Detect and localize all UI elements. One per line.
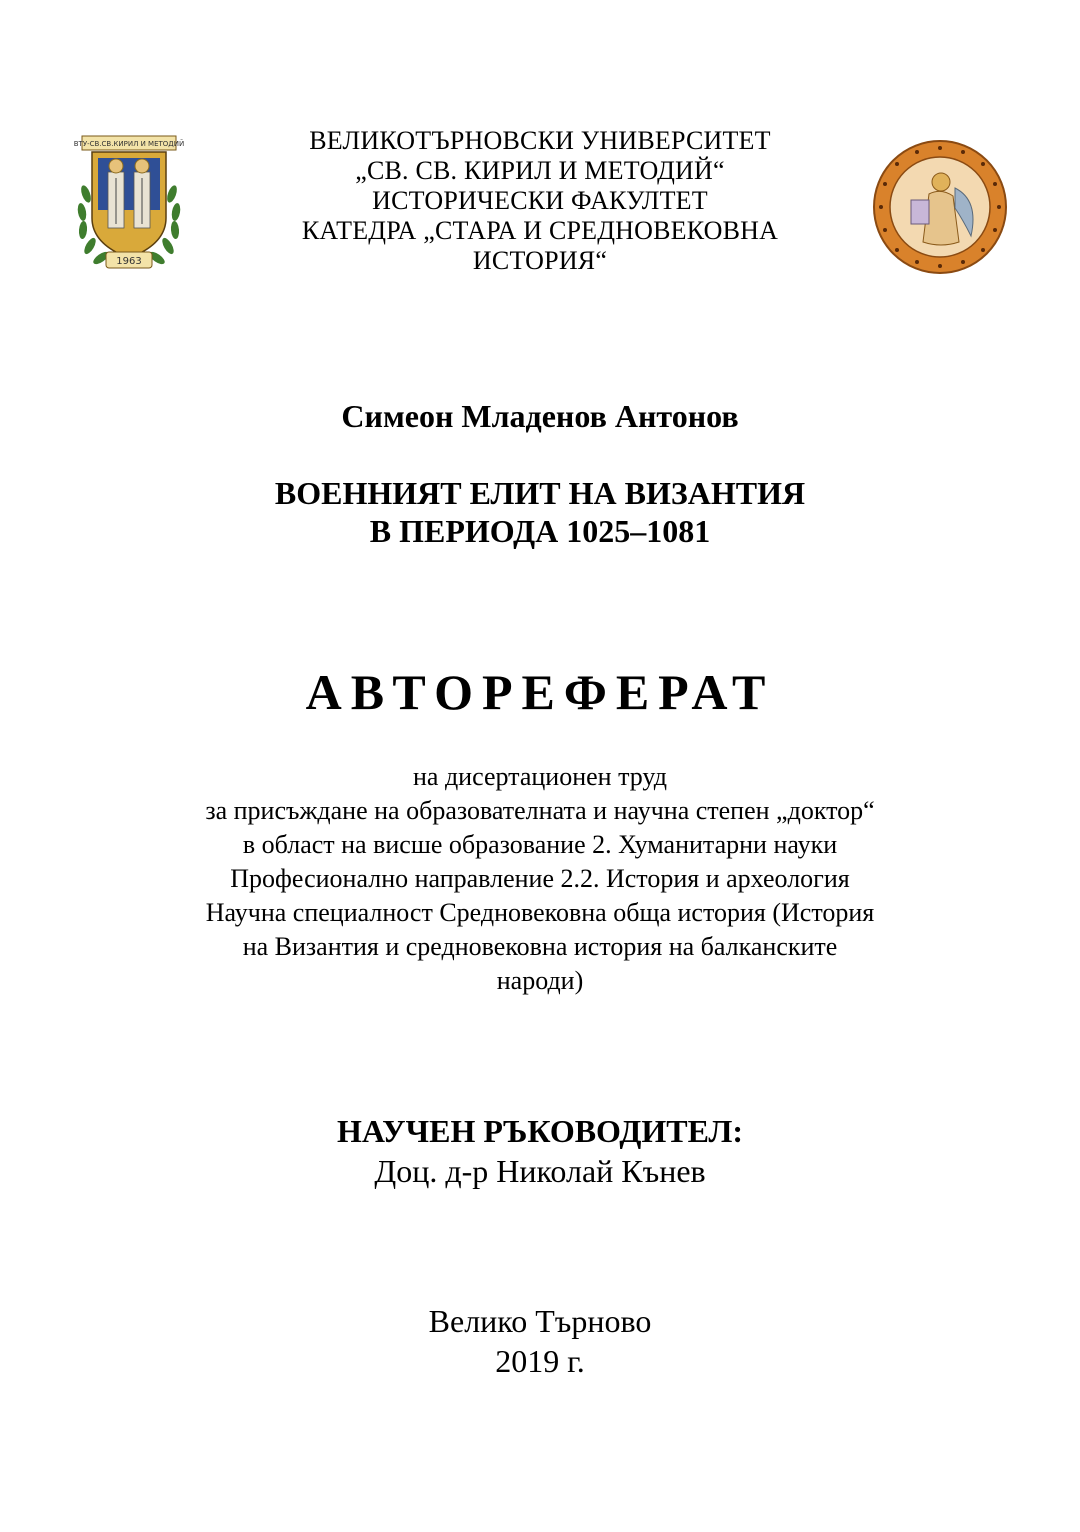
supervisor-name: Доц. д-р Николай Кънев	[374, 1153, 706, 1189]
desc-line: Професионално направление 2.2. История и археология	[230, 864, 850, 893]
title-line-2: В ПЕРИОДА 1025–1081	[369, 513, 711, 549]
desc-line: народи)	[496, 966, 584, 995]
header-line-university: ВЕЛИКОТЪРНОВСКИ УНИВЕРСИТЕТ	[309, 126, 771, 155]
title-line-1: ВОЕННИЯТ ЕЛИТ НА ВИЗАНТИЯ	[274, 475, 806, 511]
desc-line: в област на висше образование 2. Хуманитарни науки	[242, 830, 838, 859]
author-name: Симеон Младенов Антонов	[341, 398, 739, 434]
place: Велико Търново	[428, 1303, 652, 1339]
header-line-department: КАТЕДРА „СТАРА И СРЕДНОВЕКОВНА	[301, 216, 779, 245]
header-line-faculty: ИСТОРИЧЕСКИ ФАКУЛТЕТ	[372, 186, 708, 215]
coat-banner-text: ВТУ-СВ.СВ.КИРИЛ И МЕТОДИЙ	[73, 140, 185, 148]
year: 2019 г.	[495, 1343, 585, 1379]
coat-year-text: 1963	[116, 256, 142, 267]
university-header	[0, 126, 1080, 276]
desc-line: Научна специалност Средновековна обща история (История	[205, 898, 875, 927]
desc-line: на Византия и средновековна история на балканските	[242, 932, 838, 961]
desc-line: на дисертационен труд	[413, 762, 667, 791]
supervisor-label: НАУЧЕН РЪКОВОДИТЕЛ:	[336, 1113, 744, 1149]
document-type-heading: АВТОРЕФЕРАТ	[305, 664, 775, 720]
dissertation-description	[0, 760, 1080, 998]
dissertation-title	[0, 474, 1080, 550]
desc-line: за присъждане на образователната и научна степен „доктор“	[205, 796, 875, 825]
header-line-saints: „СВ. СВ. КИРИЛ И МЕТОДИЙ“	[355, 156, 725, 185]
header-line-department-cont: ИСТОРИЯ“	[472, 246, 608, 275]
